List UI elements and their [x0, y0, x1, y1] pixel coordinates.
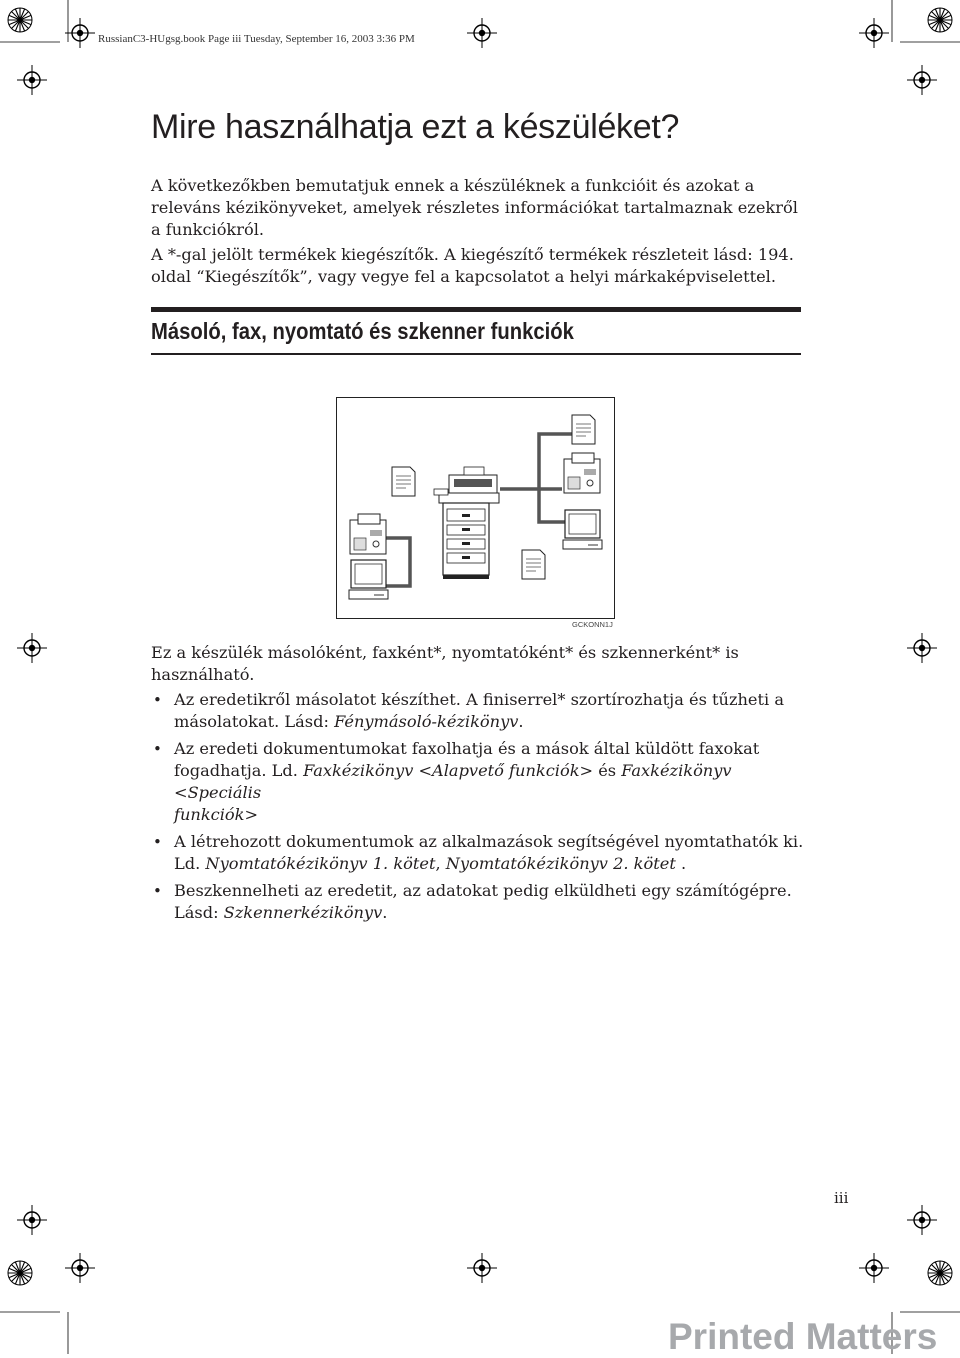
- computer-icon: [349, 560, 388, 599]
- manual-reference: Nyomtatókézikönyv 1. kötet: [205, 854, 436, 873]
- document-icon: [392, 467, 415, 496]
- list-item-fax: [151, 738, 811, 826]
- section-rule-top: [151, 307, 801, 312]
- list-item-copy: [151, 689, 811, 733]
- manual-reference: Nyomtatókézikönyv 2. kötet: [445, 854, 676, 873]
- intro-line: releváns kézikönyveket, amelyek részletes információkat tartalmaznak ezekről: [151, 198, 798, 217]
- list-item-text: és: [593, 761, 622, 780]
- section-rule-bottom: [151, 353, 801, 355]
- intro-paragraph-2: [151, 244, 811, 288]
- fax-icon: [350, 514, 386, 554]
- list-item-text: .: [382, 903, 388, 922]
- document-icon: [572, 415, 595, 444]
- list-item-text: .: [675, 854, 687, 873]
- list-item-text: másolatokat. Lásd:: [174, 712, 335, 731]
- function-list: [151, 689, 811, 929]
- list-item-text: fogadhatja. Ld.: [174, 761, 304, 780]
- page-number: iii: [834, 1189, 849, 1207]
- intro-line: oldal “Kiegészítők”, vagy vegye fel a kapcsolatot a helyi márkaképviselettel.: [151, 267, 777, 286]
- fax-icon: [564, 453, 600, 493]
- list-item-text: Lásd:: [174, 903, 224, 922]
- figure-code: GCKONN1J: [572, 620, 613, 629]
- page-title: Mire használhatja ezt a készüléket?: [151, 108, 680, 146]
- section-title: Másoló, fax, nyomtató és szkenner funkciók: [151, 318, 574, 344]
- manual-reference: funkciók>: [174, 805, 259, 824]
- footer-brand: Printed Matters: [668, 1316, 938, 1357]
- description-line: használható.: [151, 665, 255, 684]
- manual-reference: Szkennerkézikönyv: [223, 903, 383, 922]
- list-item-text: Ld.: [174, 854, 206, 873]
- functions-illustration: [336, 397, 615, 619]
- intro-line: A következőkben bemutatjuk ennek a készüléknek a funkcióit és azokat a: [151, 176, 755, 195]
- list-item-scan: [151, 880, 811, 924]
- description-line: Ez a készülék másolóként, faxként*, nyomtatóként* és szkennerként* is: [151, 643, 739, 662]
- list-item-text: ,: [435, 854, 446, 873]
- intro-line: a funkciókról.: [151, 220, 265, 239]
- intro-paragraph-1: [151, 175, 811, 241]
- functions-description: [151, 642, 811, 686]
- list-item-text: Az eredetikről másolatot készíthet. A finiserrel* szortírozhatja és tűzheti a: [174, 690, 784, 709]
- list-item-text: Az eredeti dokumentumokat faxolhatja és a mások által küldött faxokat: [174, 739, 760, 758]
- list-item-print: [151, 831, 811, 875]
- manual-reference: Faxkézikönyv <Speciális: [174, 761, 732, 802]
- list-item-text: A létrehozott dokumentumok az alkalmazások segítségével nyomtathatók ki.: [174, 832, 804, 851]
- list-item-text: Beszkennelheti az eredetit, az adatokat pedig elküldheti egy számítógépre.: [174, 881, 792, 900]
- list-item-text: .: [518, 712, 524, 731]
- document-icon: [522, 550, 545, 579]
- manual-reference: Faxkézikönyv <Alapvető funkciók>: [303, 761, 594, 780]
- book-header-info: RussianC3-HUgsg.book Page iii Tuesday, September 16, 2003 3:36 PM: [98, 33, 415, 45]
- computer-icon: [563, 510, 602, 549]
- intro-line: A *-gal jelölt termékek kiegészítők. A kiegészítő termékek részleteit lásd: 194.: [151, 245, 794, 264]
- manual-reference: Fénymásoló-kézikönyv: [334, 712, 519, 731]
